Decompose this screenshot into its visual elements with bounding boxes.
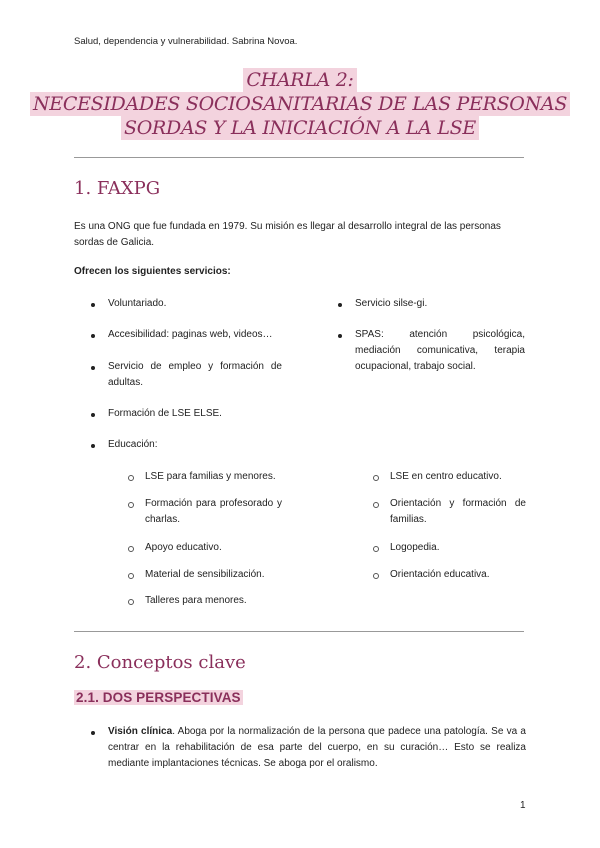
title-line-1: CHARLA 2: bbox=[243, 68, 356, 92]
document-title bbox=[0, 68, 600, 140]
list-item: LSE en centro educativo. bbox=[390, 471, 502, 482]
bullet-icon bbox=[91, 444, 95, 448]
bullet-icon bbox=[338, 303, 342, 307]
list-item: Orientación educativa. bbox=[390, 569, 490, 580]
divider bbox=[74, 157, 524, 158]
bullet-icon bbox=[338, 334, 342, 338]
sub-bullet-icon bbox=[128, 546, 134, 552]
list-item: Formación para profesorado y charlas. bbox=[145, 498, 282, 525]
list-item: Talleres para menores. bbox=[145, 595, 247, 606]
sub-bullet-icon bbox=[128, 599, 134, 605]
list-item: Servicio silse-gi. bbox=[355, 298, 428, 309]
title-line-3: SORDAS Y LA INICIACIÓN A LA LSE bbox=[121, 116, 479, 140]
list-item: LSE para familias y menores. bbox=[145, 471, 276, 482]
running-header: Salud, dependencia y vulnerabilidad. Sabrina Novoa. bbox=[74, 36, 298, 47]
bullet-icon bbox=[91, 413, 95, 417]
sub-bullet-icon bbox=[373, 546, 379, 552]
services-label: Ofrecen los siguientes servicios: bbox=[74, 266, 231, 277]
bullet-icon bbox=[91, 731, 95, 735]
vision-text: . Aboga por la normalización de la persona que padece una patología. Se va a centrar en la rehabilitación de esa parte del cuerpo, en su curación… Esto se realiza mediante implantaciones técnicas. Se aboga por el oralismo. bbox=[108, 726, 526, 769]
sub-bullet-icon bbox=[128, 573, 134, 579]
sub-bullet-icon bbox=[373, 502, 379, 508]
intro-paragraph: Es una ONG que fue fundada en 1979. Su misión es llegar al desarrollo integral de las personas sordas de Galicia. bbox=[74, 221, 501, 248]
list-item: Educación: bbox=[108, 439, 158, 450]
vision-label: Visión clínica bbox=[108, 726, 173, 737]
title-line-2: NECESIDADES SOCIOSANITARIAS DE LAS PERSONAS bbox=[30, 92, 570, 116]
list-item: SPAS: atención psicológica, mediación comunicativa, terapia ocupacional, trabajo social. bbox=[355, 329, 525, 372]
sub-bullet-icon bbox=[128, 502, 134, 508]
list-item bbox=[108, 724, 526, 772]
list-item: Material de sensibilización. bbox=[145, 569, 265, 580]
list-item: Servicio de empleo y formación de adultas. bbox=[108, 361, 282, 388]
section-heading-conceptos: 2. Conceptos clave bbox=[74, 652, 246, 673]
page-number: 1 bbox=[520, 800, 526, 811]
subsection-heading: 2.1. DOS PERSPECTIVAS bbox=[76, 690, 241, 705]
list-item: Logopedia. bbox=[390, 542, 440, 553]
bullet-icon bbox=[91, 334, 95, 338]
list-item: Apoyo educativo. bbox=[145, 542, 222, 553]
sub-bullet-icon bbox=[373, 573, 379, 579]
sub-bullet-icon bbox=[128, 475, 134, 481]
list-item: Voluntariado. bbox=[108, 298, 167, 309]
bullet-icon bbox=[91, 366, 95, 370]
divider bbox=[74, 631, 524, 632]
bullet-icon bbox=[91, 303, 95, 307]
list-item: Orientación y formación de familias. bbox=[390, 498, 526, 525]
section-heading-faxpg: 1. FAXPG bbox=[74, 178, 161, 199]
list-item: Accesibilidad: paginas web, videos… bbox=[108, 329, 273, 340]
sub-bullet-icon bbox=[373, 475, 379, 481]
list-item: Formación de LSE ELSE. bbox=[108, 408, 222, 419]
